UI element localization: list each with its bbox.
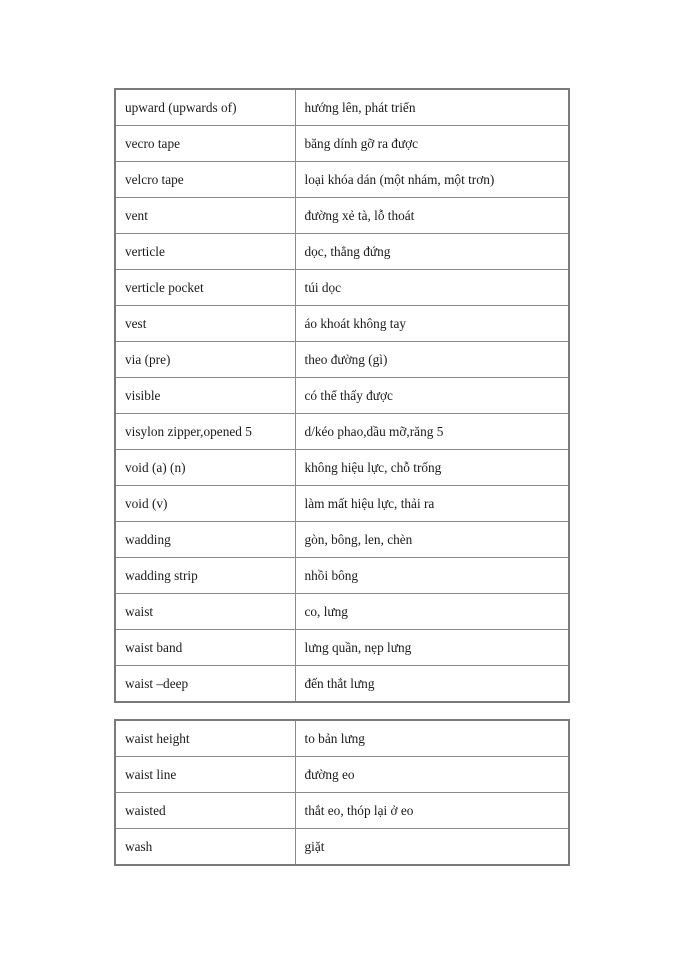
term-cell: waist height: [115, 720, 295, 757]
term-cell: vecro tape: [115, 126, 295, 162]
meaning-cell: băng dính gỡ ra được: [295, 126, 569, 162]
meaning-cell: thắt eo, thóp lại ở eo: [295, 793, 569, 829]
table-row: [115, 342, 569, 378]
meaning-cell: lưng quần, nẹp lưng: [295, 630, 569, 666]
term-cell: wadding: [115, 522, 295, 558]
term-cell: waist line: [115, 757, 295, 793]
term-cell: void (v): [115, 486, 295, 522]
glossary-table: [114, 88, 570, 703]
term-cell: via (pre): [115, 342, 295, 378]
term-cell: vest: [115, 306, 295, 342]
term-cell: waist: [115, 594, 295, 630]
term-cell: verticle: [115, 234, 295, 270]
term-cell: waist –deep: [115, 666, 295, 703]
meaning-cell: không hiệu lực, chỗ trống: [295, 450, 569, 486]
term-cell: void (a) (n): [115, 450, 295, 486]
table-row: [115, 757, 569, 793]
meaning-cell: co, lưng: [295, 594, 569, 630]
table-row: [115, 793, 569, 829]
table-row: [115, 378, 569, 414]
table-row: [115, 630, 569, 666]
table-row: [115, 270, 569, 306]
table-row: [115, 522, 569, 558]
term-cell: upward (upwards of): [115, 89, 295, 126]
glossary-table-body: [115, 89, 569, 702]
table-row: [115, 594, 569, 630]
meaning-cell: làm mất hiệu lực, thải ra: [295, 486, 569, 522]
table-row: [115, 486, 569, 522]
glossary-table-body: [115, 720, 569, 865]
meaning-cell: theo đường (gì): [295, 342, 569, 378]
table-row: [115, 558, 569, 594]
table-row: [115, 234, 569, 270]
table-row: [115, 89, 569, 126]
table-row: [115, 414, 569, 450]
table-row: [115, 198, 569, 234]
meaning-cell: giặt: [295, 829, 569, 866]
meaning-cell: dọc, thẳng đứng: [295, 234, 569, 270]
meaning-cell: túi dọc: [295, 270, 569, 306]
term-cell: wash: [115, 829, 295, 866]
table-row: [115, 306, 569, 342]
meaning-cell: gòn, bông, len, chèn: [295, 522, 569, 558]
glossary-table-continued: [114, 719, 570, 866]
term-cell: visible: [115, 378, 295, 414]
meaning-cell: to bản lưng: [295, 720, 569, 757]
term-cell: velcro tape: [115, 162, 295, 198]
meaning-cell: nhồi bông: [295, 558, 569, 594]
table-row: [115, 720, 569, 757]
meaning-cell: d/kéo phao,dầu mỡ,răng 5: [295, 414, 569, 450]
meaning-cell: đến thắt lưng: [295, 666, 569, 703]
term-cell: vent: [115, 198, 295, 234]
term-cell: visylon zipper,opened 5: [115, 414, 295, 450]
meaning-cell: áo khoát không tay: [295, 306, 569, 342]
meaning-cell: loại khóa dán (một nhám, một trơn): [295, 162, 569, 198]
term-cell: waisted: [115, 793, 295, 829]
meaning-cell: hướng lên, phát triển: [295, 89, 569, 126]
table-row: [115, 666, 569, 703]
meaning-cell: có thể thấy được: [295, 378, 569, 414]
table-row: [115, 126, 569, 162]
term-cell: wadding strip: [115, 558, 295, 594]
term-cell: waist band: [115, 630, 295, 666]
table-row: [115, 829, 569, 866]
term-cell: verticle pocket: [115, 270, 295, 306]
meaning-cell: đường eo: [295, 757, 569, 793]
meaning-cell: đường xẻ tà, lỗ thoát: [295, 198, 569, 234]
table-row: [115, 450, 569, 486]
table-row: [115, 162, 569, 198]
